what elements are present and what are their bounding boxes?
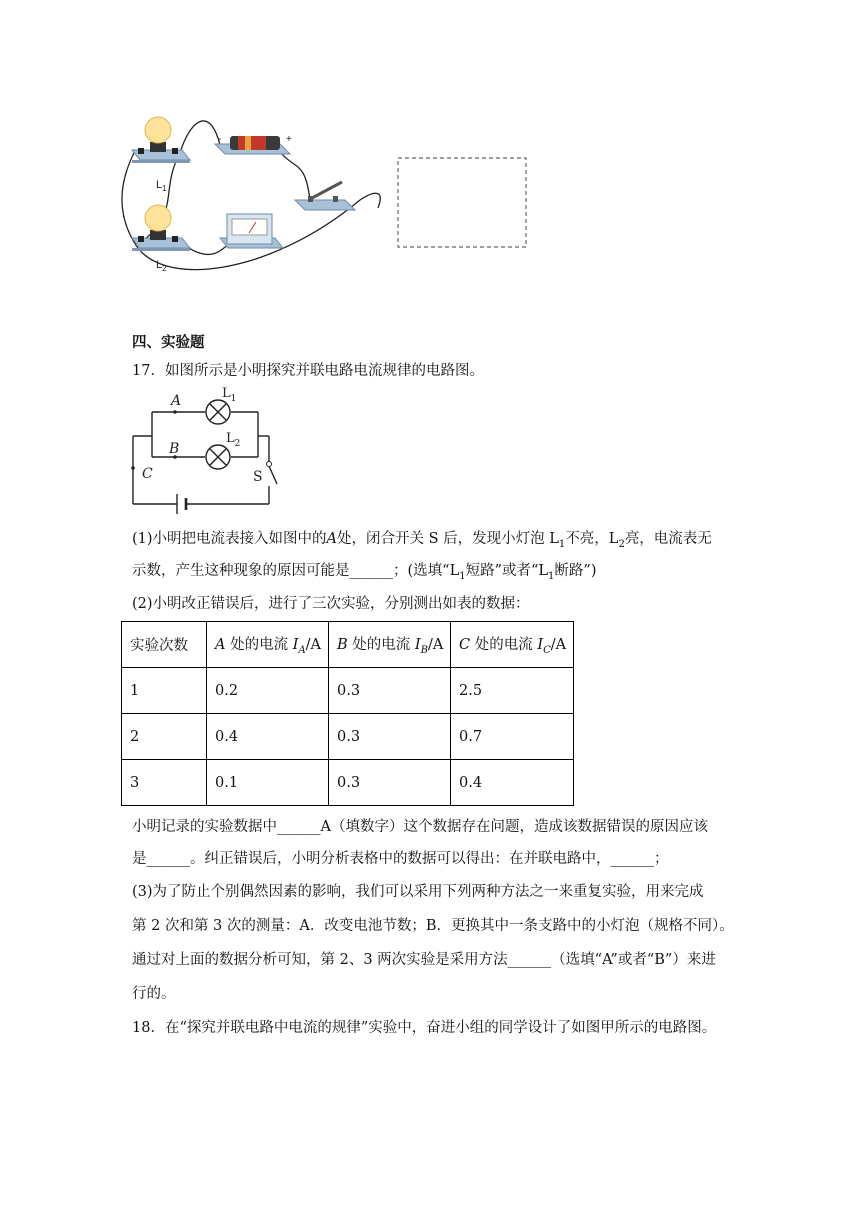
switch-s-label: S bbox=[253, 469, 263, 485]
q17-part3-line2: 第 2 次和第 3 次的测量：A．改变电池节数；B．更换其中一条支路中的小灯泡（规格不同）。 bbox=[132, 918, 734, 934]
q18-stem: 18．在“探究并联电路中电流的规律”实验中，奋进小组的同学设计了如图甲所示的电路图。 bbox=[132, 1020, 717, 1036]
q17-part2-line1: 小明记录的实验数据中______A（填数字）这个数据存在问题，造成该数据错误的原因应该 bbox=[132, 819, 708, 835]
q17-part1-line1: (1)小明把电流表接入如图中的A处，闭合开关 S 后，发现小灯泡 $L_1$不亮，$L_2$亮，电流表无 bbox=[132, 531, 712, 550]
svg-text:L2 bbox=[226, 431, 240, 449]
q17-stem: 17．如图所示是小明探究并联电路电流规律的电路图。 bbox=[132, 363, 484, 379]
svg-text:L2 bbox=[156, 259, 167, 273]
battery-icon bbox=[215, 136, 290, 154]
label-l1: L bbox=[156, 179, 163, 191]
ammeter-icon bbox=[220, 214, 283, 248]
lamp-l1-icon bbox=[206, 400, 230, 424]
q17-circuit-diagram bbox=[125, 386, 295, 514]
q17-part2-line2: 是______。纠正错误后，小明分析表格中的数据可以得出：在并联电路中，______； bbox=[132, 851, 669, 867]
lamp-l2-icon bbox=[206, 445, 230, 469]
point-a-label: A bbox=[171, 393, 182, 409]
experiment-data-table bbox=[121, 621, 574, 806]
q17-part3-line3: 通过对上面的数据分析可知，第 2、3 两次实验是采用方法______（选填“A”或者“B”）来进 bbox=[132, 952, 716, 968]
point-b-label: B bbox=[169, 441, 180, 457]
header-current-c: C 处的电流 $I_C/A$ bbox=[451, 622, 574, 668]
svg-text:L1 bbox=[156, 179, 167, 193]
switch-icon bbox=[295, 182, 355, 210]
header-trial: 实验次数 bbox=[122, 622, 207, 668]
physical-circuit-figure bbox=[120, 100, 540, 285]
lamp-l2-label: L bbox=[226, 431, 235, 446]
lamp-l2-label-sub: 2 bbox=[234, 439, 241, 449]
section-title: 四、实验题 bbox=[132, 335, 205, 351]
bulb-l1-icon bbox=[132, 117, 190, 163]
table-header-row bbox=[122, 622, 574, 668]
label-l2: L bbox=[156, 259, 163, 271]
lamp-l1-label-sub: 1 bbox=[230, 394, 237, 404]
header-current-b: B 处的电流 $I_B/A$ bbox=[329, 622, 451, 668]
dashed-answer-box bbox=[398, 158, 526, 247]
table-row: 2 0.4 0.3 0.7 bbox=[122, 714, 574, 760]
q17-part1-line2: 示数，产生这种现象的原因可能是______；(选填“$L_1$短路”或者“$L_1$断路”) bbox=[132, 563, 597, 582]
lamp-l1-label: L bbox=[222, 386, 231, 401]
q17-part3-line1: (3)为了防止个别偶然因素的影响，我们可以采用下列两种方法之一来重复实验，用来完成 bbox=[132, 884, 704, 900]
point-c-label: C bbox=[142, 466, 153, 482]
label-l1-sub: 1 bbox=[162, 184, 167, 193]
label-l2-sub: 2 bbox=[162, 264, 167, 273]
bulb-l2-icon bbox=[132, 205, 190, 251]
table-row: 3 0.1 0.3 0.4 bbox=[122, 760, 574, 806]
table-row: 1 0.2 0.3 2.5 bbox=[122, 668, 574, 714]
q17-part3-line4: 行的。 bbox=[132, 986, 176, 1002]
header-current-a: A 处的电流 $I_A/A$ bbox=[207, 622, 329, 668]
battery-plus-sign: + bbox=[286, 134, 292, 145]
battery-minus-sign: - bbox=[218, 134, 222, 145]
q17-part2-intro: (2)小明改正错误后，进行了三次实验，分别测出如表的数据： bbox=[132, 596, 530, 612]
